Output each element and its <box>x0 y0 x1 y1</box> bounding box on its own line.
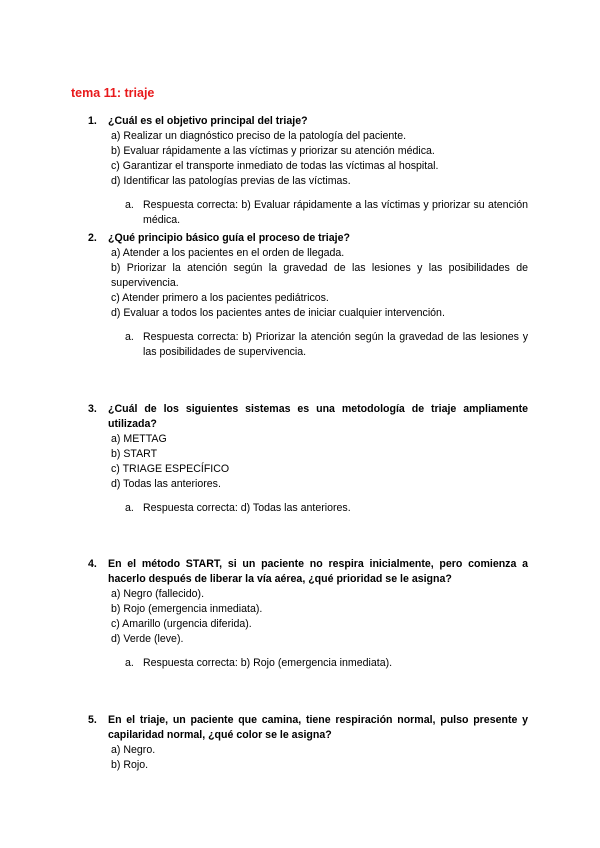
option-b: b) START <box>111 448 158 460</box>
option-d: d) Todas las anteriores. <box>111 478 221 490</box>
question-heading <box>88 557 528 587</box>
option-a: a) Atender a los pacientes en el orden de llegada. <box>111 247 345 259</box>
answer-text: Respuesta correcta: d) Todas las anteriores. <box>143 502 351 514</box>
question-text: En el triaje, un paciente que camina, tiene respiración normal, pulso presente y capilaridad normal, ¿qué color se le asigna? <box>108 714 528 741</box>
answer <box>125 501 528 516</box>
question-heading <box>88 114 528 129</box>
answer <box>125 656 528 671</box>
option-a: a) Negro. <box>111 744 156 756</box>
option-b: b) Priorizar la atención según la gravedad de las lesiones y las posibilidades de supervivencia. <box>111 262 528 289</box>
option-b: b) Evaluar rápidamente a las víctimas y priorizar su atención médica. <box>111 145 435 157</box>
question-number: 5. <box>88 714 97 726</box>
question-1 <box>88 114 528 228</box>
option-c: c) Atender primero a los pacientes pediátricos. <box>111 292 329 304</box>
question-text: ¿Cuál es el objetivo principal del triaje? <box>108 115 308 127</box>
option-a: a) Realizar un diagnóstico preciso de la patología del paciente. <box>111 130 407 142</box>
option-c: c) Garantizar el transporte inmediato de todas las víctimas al hospital. <box>111 160 439 172</box>
question-text: En el método START, si un paciente no respira inicialmente, pero comienza a hacerlo después de liberar la vía aérea, ¿qué prioridad se le asigna? <box>108 558 528 585</box>
question-number: 2. <box>88 232 97 244</box>
question-4 <box>88 557 528 671</box>
answer-marker: a. <box>125 199 134 211</box>
answer-marker: a. <box>125 502 134 514</box>
question-3 <box>88 402 528 516</box>
question-text: ¿Qué principio básico guía el proceso de triaje? <box>108 232 350 244</box>
option-d: d) Identificar las patologías previas de las víctimas. <box>111 175 351 187</box>
answer-marker: a. <box>125 657 134 669</box>
question-number: 1. <box>88 115 97 127</box>
question-2 <box>88 231 528 360</box>
question-heading <box>88 402 528 432</box>
option-c: c) TRIAGE ESPECÍFICO <box>111 463 230 475</box>
question-heading <box>88 713 528 743</box>
option-c: c) Amarillo (urgencia diferida). <box>111 618 252 630</box>
option-d: d) Evaluar a todos los pacientes antes de iniciar cualquier intervención. <box>111 307 445 319</box>
answer-marker: a. <box>125 331 134 343</box>
answer-text: Respuesta correcta: b) Rojo (emergencia inmediata). <box>143 657 393 669</box>
question-number: 3. <box>88 403 97 415</box>
question-number: 4. <box>88 558 97 570</box>
answer-text: Respuesta correcta: b) Evaluar rápidamente a las víctimas y priorizar su atención médica. <box>143 199 528 226</box>
answer <box>125 330 528 360</box>
option-d: d) Verde (leve). <box>111 633 184 645</box>
option-b: b) Rojo (emergencia inmediata). <box>111 603 263 615</box>
question-text: ¿Cuál de los siguientes sistemas es una metodología de triaje ampliamente utilizada? <box>108 403 528 430</box>
question-5 <box>88 713 528 773</box>
question-heading <box>88 231 528 246</box>
answer <box>125 198 528 228</box>
option-b: b) Rojo. <box>111 759 149 771</box>
option-a: a) METTAG <box>111 433 167 445</box>
answer-text: Respuesta correcta: b) Priorizar la atención según la gravedad de las lesiones y las posibilidades de supervivencia. <box>143 331 528 358</box>
page-title: tema 11: triaje <box>71 86 155 100</box>
option-a: a) Negro (fallecido). <box>111 588 205 600</box>
